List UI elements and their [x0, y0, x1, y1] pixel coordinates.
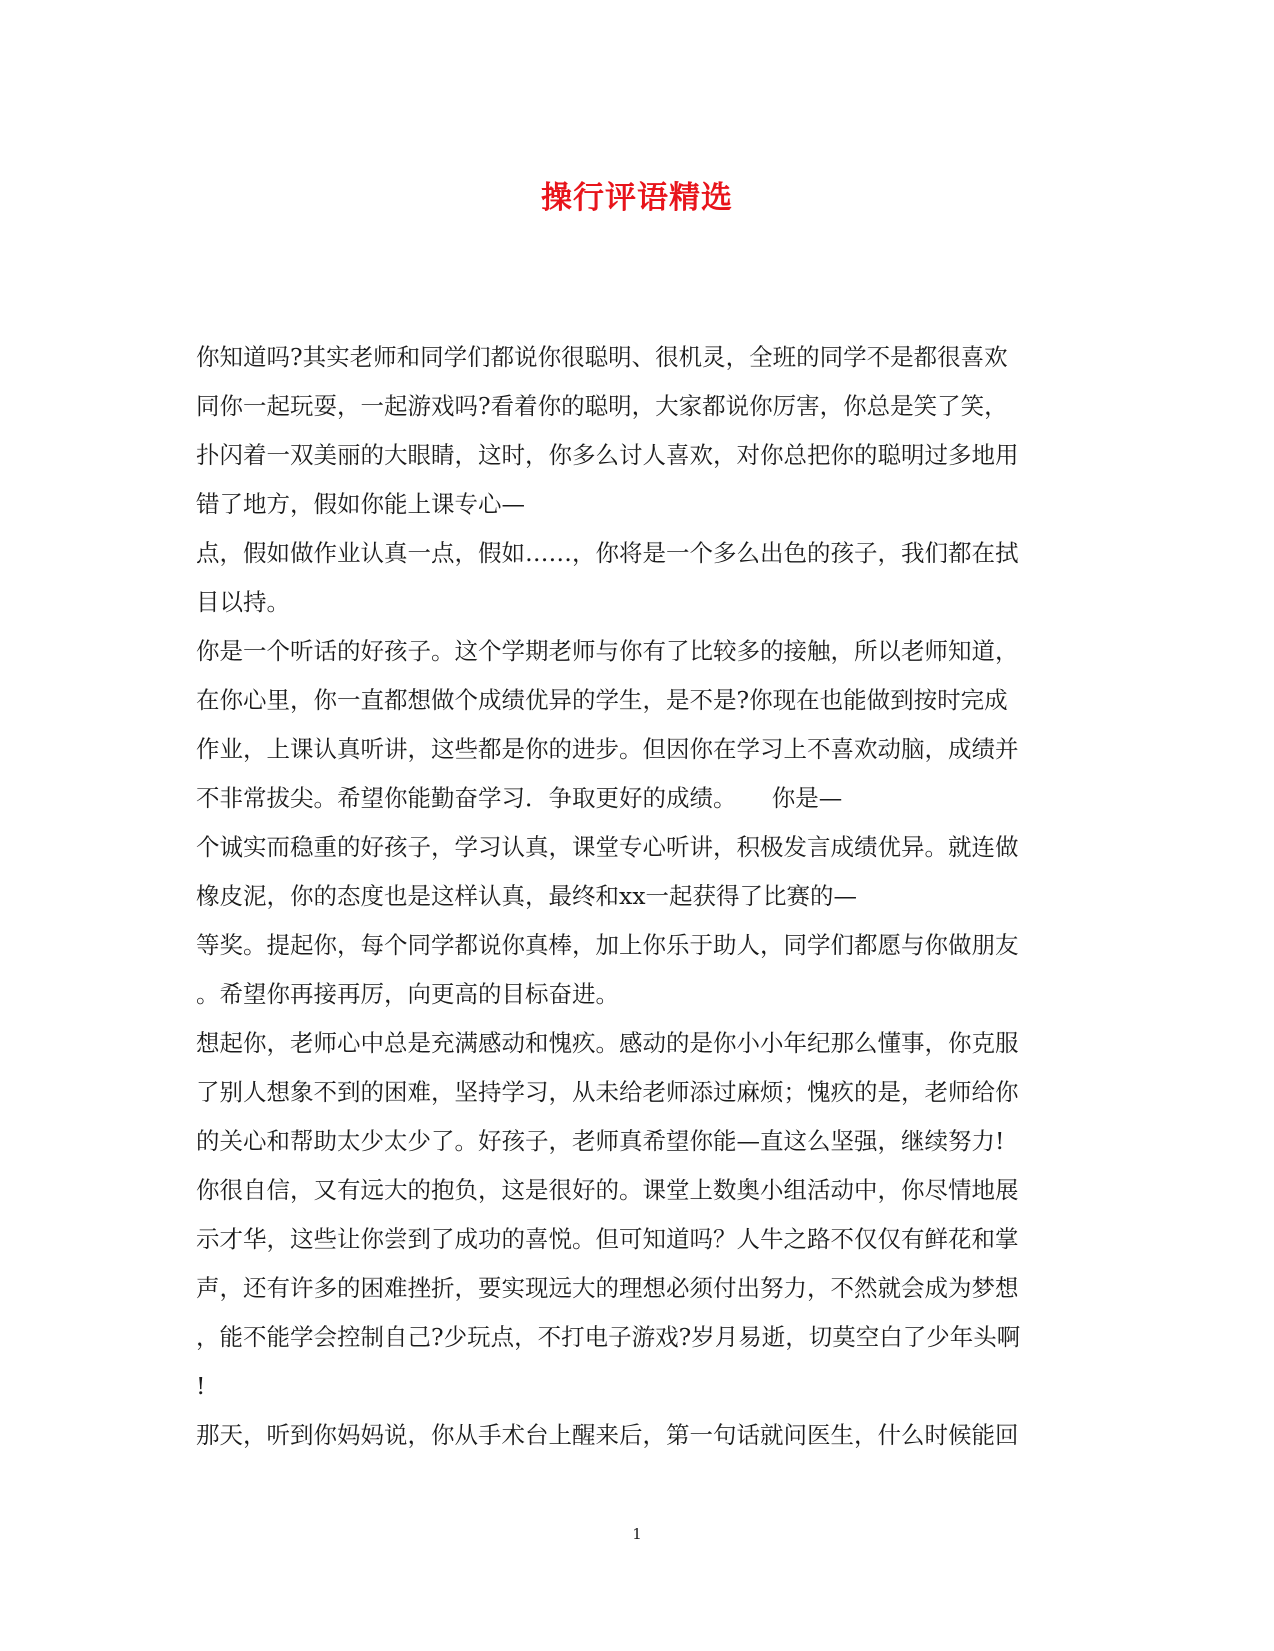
text-line: 点，假如做作业认真一点，假如……，你将是一个多么出色的孩子，我们都在拭 [196, 539, 1019, 567]
text-line: 扑闪着一双美丽的大眼睛，这时，你多么讨人喜欢，对你总把你的聪明过多地用 [196, 441, 1019, 469]
text-line: 你很自信，又有远大的抱负，这是很好的。课堂上数奥小组活动中，你尽情地展 [196, 1176, 1019, 1204]
text-line: 想起你，老师心中总是充满感动和愧疚。感动的是你小小年纪那么懂事，你克服 [196, 1029, 1019, 1057]
text-line: ，能不能学会控制自己?少玩点，不打电子游戏?岁月易逝，切莫空白了少年头啊 [196, 1323, 1021, 1351]
text-line: 示才华，这些让你尝到了成功的喜悦。但可知道吗？人牛之路不仅仅有鲜花和掌 [196, 1225, 1019, 1253]
text-line: 同你一起玩耍，一起游戏吗?看着你的聪明，大家都说你厉害，你总是笑了笑， [196, 392, 1008, 420]
text-line: 错了地方，假如你能上课专心— [196, 490, 525, 518]
text-line: 等奖。提起你，每个同学都说你真棒，加上你乐于助人，同学们都愿与你做朋友 [196, 931, 1019, 959]
text-line: 个诚实而稳重的好孩子，学习认真，课堂专心听讲，积极发言成绩优异。就连做 [196, 833, 1019, 861]
text-line: 了别人想象不到的困难，坚持学习，从未给老师添过麻烦；愧疚的是，老师给你 [196, 1078, 1019, 1106]
page-number: 1 [632, 1525, 642, 1543]
text-line: 。希望你再接再厉，向更高的目标奋进。 [196, 980, 619, 1008]
text-line: 不非常拔尖。希望你能勤奋学习．争取更好的成绩。 你是— [196, 784, 843, 812]
text-line: 在你心里，你一直都想做个成绩优异的学生，是不是?你现在也能做到按时完成 [196, 686, 1008, 714]
text-line: 你知道吗?其实老师和同学们都说你很聪明、很机灵，全班的同学不是都很喜欢 [196, 343, 1008, 371]
document-title: 操行评语精选 [541, 180, 733, 216]
text-line: 作业，上课认真听讲，这些都是你的进步。但因你在学习上不喜欢动脑，成绩并 [196, 735, 1019, 763]
text-line: 声，还有许多的困难挫折，要实现远大的理想必须付出努力，不然就会成为梦想 [196, 1274, 1019, 1302]
text-line: 那天，听到你妈妈说，你从手术台上醒来后，第一句话就问医生，什么时候能回 [196, 1421, 1019, 1449]
text-line: ! [196, 1372, 206, 1400]
text-line: 橡皮泥，你的态度也是这样认真，最终和xx一起获得了比赛的— [196, 882, 858, 910]
text-line: 的关心和帮助太少太少了。好孩子，老师真希望你能—直这么坚强，继续努力! [196, 1127, 1005, 1155]
document-body [196, 333, 1076, 1460]
text-line: 目以持。 [196, 588, 290, 616]
text-line: 你是一个听话的好孩子。这个学期老师与你有了比较多的接触，所以老师知道， [196, 637, 1019, 665]
